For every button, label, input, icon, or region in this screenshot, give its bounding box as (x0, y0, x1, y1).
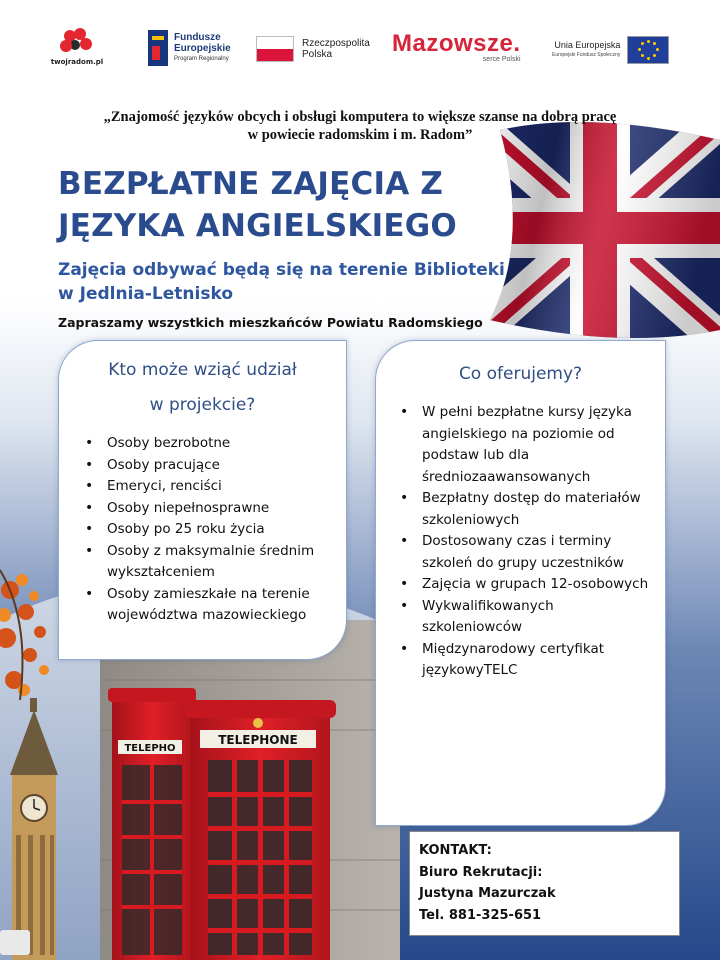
eligibility-list (85, 433, 335, 627)
eligibility-title-line1: Kto może wziąć udział (108, 360, 297, 380)
offer-list (400, 402, 655, 682)
list-item: • Osoby pracujące (85, 455, 335, 477)
fe-line2: Europejskie (174, 42, 231, 54)
contact-phone: Tel. 881-325-651 (419, 907, 542, 923)
fe-line3: Program Regionalny (174, 55, 229, 62)
list-item: • Osoby bezrobotne (85, 433, 335, 455)
eligibility-card-title (59, 353, 346, 423)
unia-europejska-logo (552, 36, 669, 64)
mazowsze-logo (392, 32, 521, 63)
mazowsze-name: Mazowsze. (392, 30, 521, 57)
quote-line2: w powiecie radomskim i m. Radom” (247, 127, 473, 143)
telephone-sign-left: TELEPHO (124, 743, 176, 754)
title-line2: JĘZYKA ANGIELSKIEGO (58, 208, 457, 244)
rp-line1: Rzeczpospolita (302, 38, 370, 49)
union-jack-flag-image (470, 120, 720, 340)
subtitle-line2: w Jedlnia-Letnisko (58, 284, 233, 304)
contact-box (409, 831, 680, 936)
list-item: • Dostosowany czas i terminy szkoleń do grupy uczestników (400, 531, 655, 574)
fundusze-europejskie-logo (148, 30, 231, 66)
list-item: • Zajęcia w grupach 12-osobowych (400, 574, 655, 596)
list-item: • Osoby niepełnosprawne (85, 498, 335, 520)
list-item: • Bezpłatny dostęp do materiałów szkoleniowych (400, 488, 655, 531)
project-quote (50, 108, 670, 144)
polish-flag-icon (256, 36, 294, 62)
telephone-sign-right: TELEPHONE (218, 733, 298, 747)
logo-strip (0, 0, 720, 95)
contact-person: Justyna Mazurczak (419, 886, 556, 901)
list-item: • W pełni bezpłatne kursy języka angielskiego na poziomie od podstaw lub dla średniozaawansowanych (400, 402, 655, 488)
subtitle-line1: Zajęcia odbywać będą się na terenie Biblioteki (58, 260, 505, 280)
ue-line1: Unia Europejska (554, 40, 621, 50)
location-subtitle (58, 258, 528, 306)
main-title (58, 163, 457, 247)
rzeczpospolita-logo (256, 36, 370, 62)
list-item: • Emeryci, renciści (85, 476, 335, 498)
list-item: • Osoby z maksymalnie średnim wykształceniem (85, 541, 335, 584)
quote-line1: „Znajomość języków obcych i obsługi komputera to większe szanse na dobrą pracę (103, 109, 617, 125)
offer-card-title: Co oferujemy? (458, 364, 583, 384)
eu-flag-icon (627, 36, 669, 64)
fe-line1: Fundusze (174, 31, 221, 43)
contact-office: Biuro Rekrutacji: (419, 864, 543, 880)
rp-line2: Polska (302, 49, 333, 60)
ue-line2: Europejski Fundusz Społeczny (552, 52, 621, 58)
title-line1: BEZPŁATNE ZAJĘCIA Z (58, 166, 444, 202)
list-item: • Osoby po 25 roku życia (85, 519, 335, 541)
list-item: • Osoby zamieszkałe na terenie województwa mazowieckiego (85, 584, 335, 627)
twojradom-label: twojradom.pl (50, 58, 104, 66)
invitation-text: Zapraszamy wszystkich mieszkańców Powiatu Radomskiego (58, 315, 483, 330)
eligibility-title-line2: w projekcie? (149, 395, 256, 415)
offer-card (375, 340, 666, 826)
twojradom-logo (52, 30, 102, 75)
mazowsze-tagline: serce Polski (482, 56, 521, 63)
list-item: • Międzynarodowy certyfikat językowyTELC (400, 639, 655, 682)
twojradom-flower-icon (60, 30, 94, 54)
contact-heading: KONTAKT: (419, 843, 492, 858)
fundusze-mark-icon (148, 30, 168, 66)
list-item: • Wykwalifikowanych szkoleniowców (400, 596, 655, 639)
eligibility-card (58, 340, 347, 660)
